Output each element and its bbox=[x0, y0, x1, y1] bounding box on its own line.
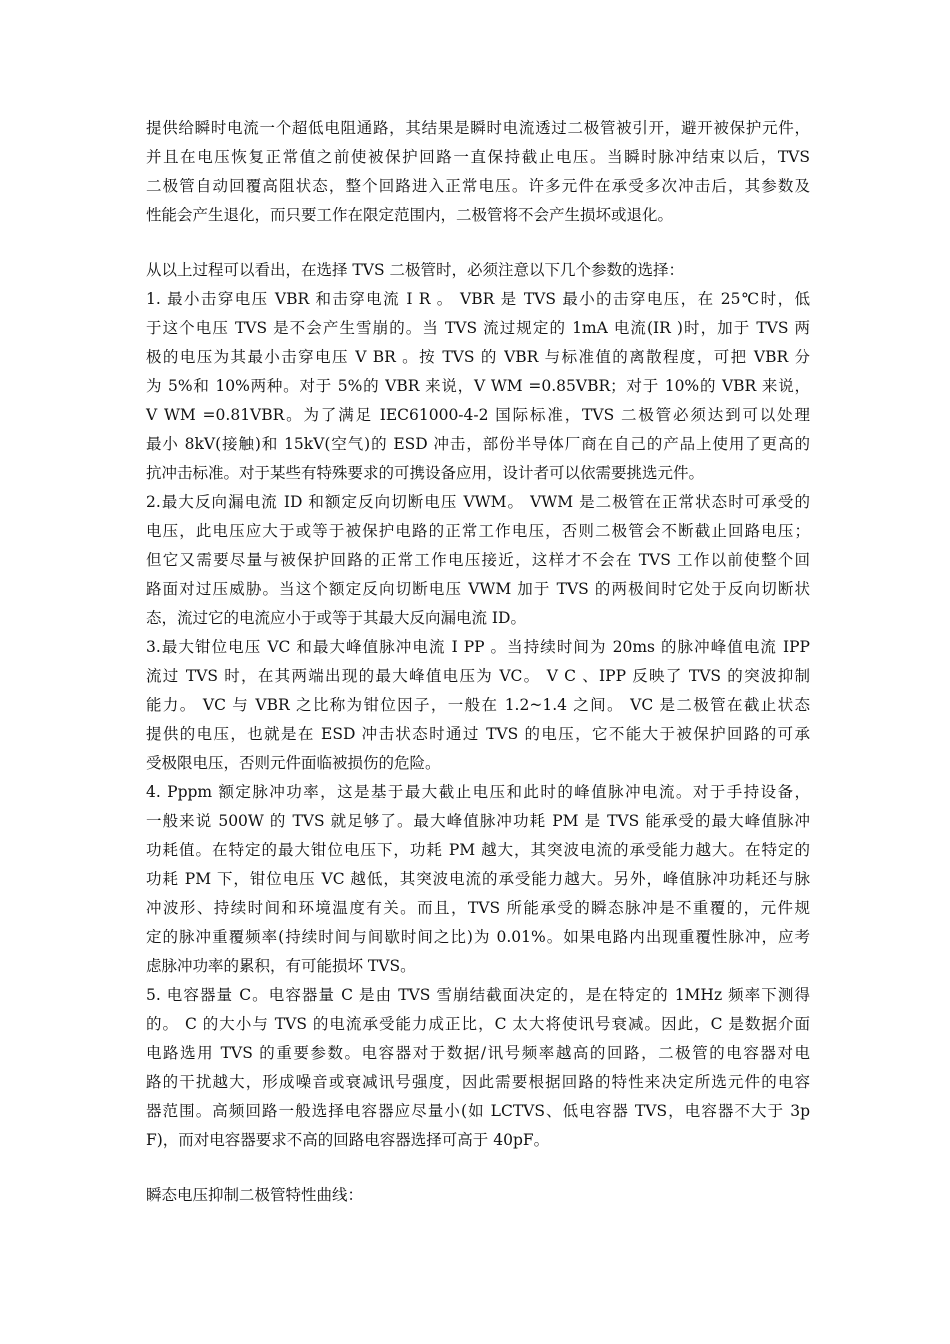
paragraph-gap bbox=[146, 1155, 810, 1181]
text-line: 路面对过压威胁。当这个额定反向切断电压 VWM 加于 TVS 的两极间时它处于反向切断状 bbox=[146, 580, 810, 598]
text-line: 功耗 PM 下，钳位电压 VC 越低，其突波电流的承受能力越大。另外，峰值脉冲功耗还与脉 bbox=[146, 870, 810, 888]
paragraph-curve-heading bbox=[146, 1181, 810, 1210]
text-line: 路的干扰越大，形成噪音或衰减讯号强度，因此需要根据回路的特性来决定所选元件的电容 bbox=[146, 1073, 810, 1091]
paragraph-parameters bbox=[146, 256, 810, 1155]
text-line: 器范围。高频回路一般选择电容器应尽量小(如 LCTVS、低电容器 TVS，电容器不大于 3p bbox=[146, 1102, 810, 1120]
text-line: 提供给瞬时电流一个超低电阻通路，其结果是瞬时电流透过二极管被引开，避开被保护元件， bbox=[146, 119, 810, 137]
text-line: 电压，此电压应大于或等于被保护电路的正常工作电压，否则二极管会不断截止回路电压； bbox=[146, 522, 810, 540]
text-line: 3.最大钳位电压 VC 和最大峰值脉冲电流 I PP 。当持续时间为 20ms 的脉冲峰值电流 IPP bbox=[146, 638, 810, 656]
text-line: 一般来说 500W 的 TVS 就足够了。最大峰值脉冲功耗 PM 是 TVS 能承受的最大峰值脉冲 bbox=[146, 812, 810, 830]
paragraph-intro bbox=[146, 114, 810, 230]
text-line: F)，而对电容器要求不高的回路电容器选择可高于 40pF。 bbox=[146, 1131, 550, 1149]
text-line: 的。 C 的大小与 TVS 的电流承受能力成正比，C 太大将使讯号衰减。因此，C 是数据介面 bbox=[146, 1015, 810, 1033]
text-line: 虑脉冲功率的累积，有可能损坏 TVS。 bbox=[146, 957, 416, 975]
text-line: 2.最大反向漏电流 ID 和额定反向切断电压 VWM。 VWM 是二极管在正常状态时可承受的 bbox=[146, 493, 810, 511]
text-line: 但它又需要尽量与被保护回路的正常工作电压接近，这样才不会在 TVS 工作以前使整个回 bbox=[146, 551, 810, 569]
paragraph-gap bbox=[146, 230, 810, 256]
text-line: 从以上过程可以看出，在选择 TVS 二极管时，必须注意以下几个参数的选择： bbox=[146, 261, 685, 279]
text-line: 性能会产生退化，而只要工作在限定范围内，二极管将不会产生损坏或退化。 bbox=[146, 206, 674, 224]
text-line: 抗冲击标准。对于某些有特殊要求的可携设备应用，设计者可以依需要挑选元件。 bbox=[146, 464, 705, 482]
document-page bbox=[146, 114, 810, 1210]
text-line: 功耗值。在特定的最大钳位电压下，功耗 PM 越大，其突波电流的承受能力越大。在特定的 bbox=[146, 841, 810, 859]
text-line: 并且在电压恢复正常值之前使被保护回路一直保持截止电压。当瞬时脉冲结束以后，TVS bbox=[146, 148, 810, 166]
text-line: 受极限电压，否则元件面临被损伤的危险。 bbox=[146, 754, 441, 772]
text-line: 电路选用 TVS 的重要参数。电容器对于数据/讯号频率越高的回路，二极管的电容器对电 bbox=[146, 1044, 810, 1062]
text-line: 4. Pppm 额定脉冲功率，这是基于最大截止电压和此时的峰值脉冲电流。对于手持设备， bbox=[146, 783, 810, 801]
text-line: V WM =0.81VBR。为了满足 IEC61000-4-2 国际标准，TVS 二极管必须达到可以处理 bbox=[146, 406, 810, 424]
text-line: 定的脉冲重覆频率(持续时间与间歇时间之比)为 0.01%。如果电路内出现重覆性脉冲，应考 bbox=[146, 928, 810, 946]
text-line: 为 5%和 10%两种。对于 5%的 VBR 来说，V WM =0.85VBR；对于 10%的 VBR 来说， bbox=[146, 377, 810, 395]
text-line: 1. 最小击穿电压 VBR 和击穿电流 I R 。 VBR 是 TVS 最小的击穿电压，在 25℃时，低 bbox=[146, 290, 810, 308]
text-line: 5. 电容器量 C。电容器量 C 是由 TVS 雪崩结截面决定的，是在特定的 1MHz 频率下测得 bbox=[146, 986, 810, 1004]
text-line: 瞬态电压抑制二极管特性曲线： bbox=[146, 1186, 364, 1204]
text-line: 态，流过它的电流应小于或等于其最大反向漏电流 ID。 bbox=[146, 609, 526, 627]
text-line: 最小 8kV(接触)和 15kV(空气)的 ESD 冲击，部份半导体厂商在自己的产品上使用了更高的 bbox=[146, 435, 810, 453]
text-line: 流过 TVS 时，在其两端出现的最大峰值电压为 VC。 V C 、IPP 反映了 TVS 的突波抑制 bbox=[146, 667, 810, 685]
text-line: 于这个电压 TVS 是不会产生雪崩的。当 TVS 流过规定的 1mA 电流(IR )时，加于 TVS 两 bbox=[146, 319, 810, 337]
text-line: 能力。 VC 与 VBR 之比称为钳位因子，一般在 1.2~1.4 之间。 VC 是二极管在截止状态 bbox=[146, 696, 810, 714]
text-line: 冲波形、持续时间和环境温度有关。而且，TVS 所能承受的瞬态脉冲是不重覆的，元件规 bbox=[146, 899, 810, 917]
text-line: 极的电压为其最小击穿电压 V BR 。按 TVS 的 VBR 与标准值的离散程度，可把 VBR 分 bbox=[146, 348, 810, 366]
text-line: 提供的电压，也就是在 ESD 冲击状态时通过 TVS 的电压，它不能大于被保护回路的可承 bbox=[146, 725, 810, 743]
text-line: 二极管自动回覆高阻状态，整个回路进入正常电压。许多元件在承受多次冲击后，其参数及 bbox=[146, 177, 810, 195]
